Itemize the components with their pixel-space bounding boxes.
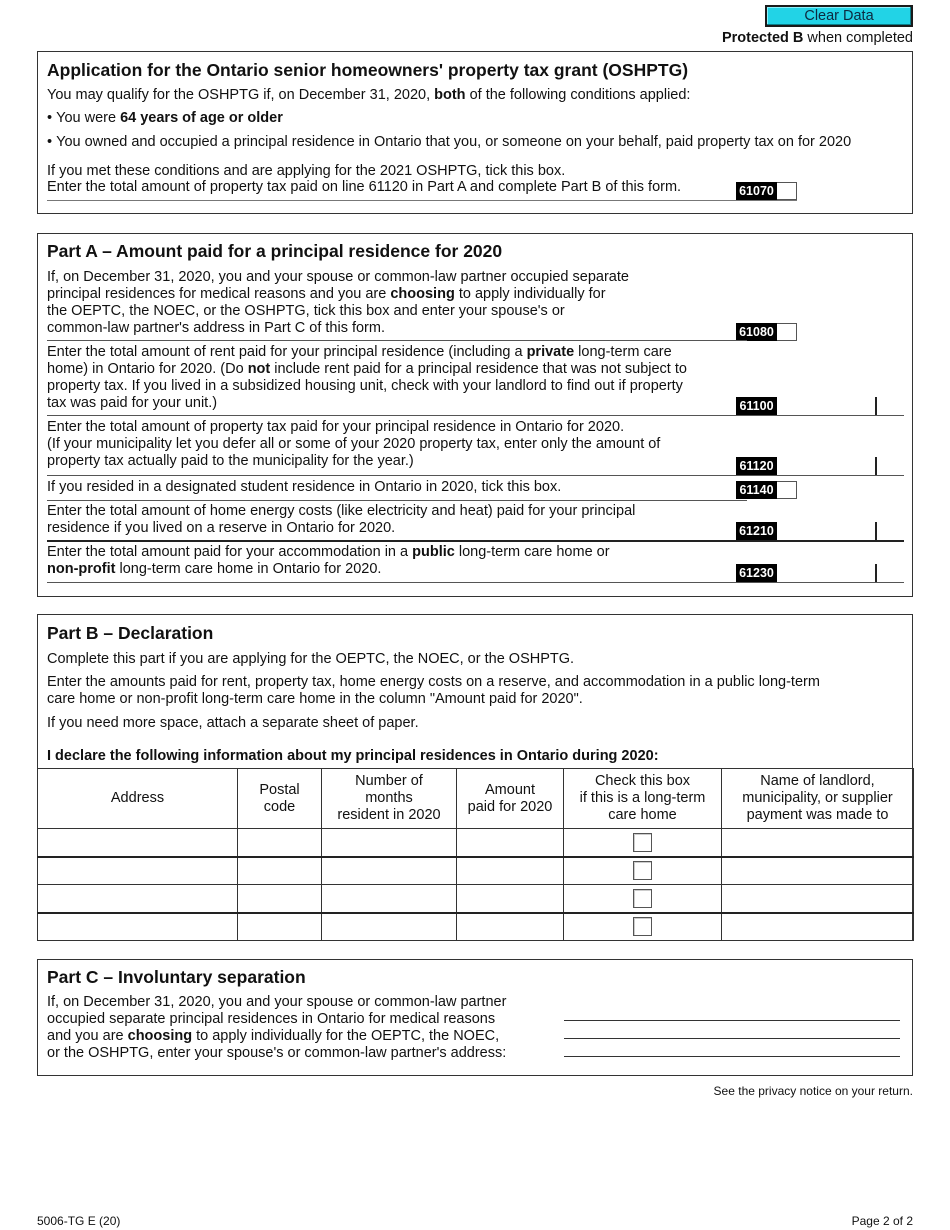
protected-b-rest: when completed xyxy=(803,30,913,46)
part-b-declare: I declare the following information about my principal residences in Ontario during 2020: xyxy=(47,748,659,764)
text-line xyxy=(47,544,610,561)
months-input[interactable] xyxy=(322,885,457,913)
part-b-p3: If you need more space, attach a separate sheet of paper. xyxy=(47,715,419,731)
intro-text-post: of the following conditions applied: xyxy=(465,87,691,103)
header-line: Amount xyxy=(485,781,535,798)
intro-bold: both xyxy=(434,87,466,103)
text-span: principal residences for medical reasons and you are xyxy=(47,286,391,302)
divider xyxy=(47,340,747,341)
part-a-61100-text xyxy=(47,344,687,412)
text-span: include rent paid for a principal residence that was not subject to xyxy=(270,361,687,377)
oshptg-title: Application for the Ontario senior homeowners' property tax grant (OSHPTG) xyxy=(47,60,689,80)
amount-input[interactable] xyxy=(457,857,564,885)
header-line: if this is a long-term xyxy=(579,790,706,806)
text-line xyxy=(47,561,610,578)
text-bold: not xyxy=(247,361,271,377)
text-span: long-term care home in Ontario for 2020. xyxy=(115,561,382,577)
text-bold: choosing xyxy=(390,286,455,302)
ltc-cell xyxy=(564,885,722,913)
residences-table xyxy=(37,768,914,941)
col-postal-code xyxy=(238,769,322,829)
divider xyxy=(47,540,904,542)
text-span: long-term care xyxy=(574,344,672,360)
ltc-checkbox[interactable] xyxy=(633,861,652,880)
payee-input[interactable] xyxy=(722,913,914,941)
text-line xyxy=(47,286,629,303)
text-span: and you are xyxy=(47,1028,128,1044)
protected-b-bold: Protected B xyxy=(721,30,804,46)
amount-field-61210[interactable] xyxy=(875,522,877,540)
part-a-61230-text xyxy=(47,544,610,578)
oshptg-line1: If you met these conditions and are applying for the 2021 OSHPTG, tick this box. xyxy=(47,163,566,179)
header-line: payment was made to xyxy=(746,807,889,823)
oshptg-intro xyxy=(47,87,690,104)
bullet-text: You were xyxy=(56,110,121,126)
spouse-address-line-3[interactable] xyxy=(564,1056,900,1057)
table-header-row xyxy=(38,769,914,829)
text-bold: choosing xyxy=(127,1028,193,1044)
text-line: or the OSHPTG, enter your spouse's or common-law partner's address: xyxy=(47,1045,507,1061)
amount-field-61230[interactable] xyxy=(875,564,877,582)
header-line: paid for 2020 xyxy=(467,798,553,815)
header-line: municipality, or supplier xyxy=(742,790,893,806)
part-a-61140-text: If you resided in a designated student residence in Ontario in 2020, tick this box. xyxy=(47,479,562,495)
amount-field-61120[interactable] xyxy=(875,457,877,475)
header-line: Check this box xyxy=(594,773,691,789)
header-line: Name of landlord, xyxy=(760,773,875,789)
privacy-notice: See the privacy notice on your return. xyxy=(713,1084,913,1098)
ltc-checkbox[interactable] xyxy=(633,917,652,936)
months-input[interactable] xyxy=(322,913,457,941)
text-line: property tax actually paid to the municipality for the year.) xyxy=(47,453,414,469)
postal-code-input[interactable] xyxy=(238,913,322,941)
text-line xyxy=(47,1028,506,1045)
text-line: tax was paid for your unit.) xyxy=(47,395,218,411)
part-b-p2 xyxy=(47,674,820,708)
payee-input[interactable] xyxy=(722,857,914,885)
amount-input[interactable] xyxy=(457,885,564,913)
amount-input[interactable] xyxy=(457,913,564,941)
text-line xyxy=(47,344,687,361)
clear-data-button[interactable]: Clear Data xyxy=(765,5,913,27)
text-bold: public xyxy=(412,544,455,560)
col-ltc-check xyxy=(564,769,722,829)
text-line: Enter the amounts paid for rent, property tax, home energy costs on a reserve, and accommodation in a public long-term xyxy=(47,674,820,690)
header-line: resident in 2020 xyxy=(337,807,441,823)
part-a-61080-text xyxy=(47,269,629,337)
text-line: (If your municipality let you defer all or some of your 2020 property tax, enter only the amount of xyxy=(47,436,661,452)
ltc-cell xyxy=(564,857,722,885)
text-span: home) in Ontario for 2020. (Do xyxy=(47,361,248,377)
spouse-address-line-2[interactable] xyxy=(564,1038,900,1039)
part-b-section xyxy=(37,614,913,941)
line-code-61080: 61080 xyxy=(736,323,777,341)
text-line: Enter the total amount of property tax paid for your principal residence in Ontario for 2020. xyxy=(47,419,625,435)
bullet-icon: • xyxy=(47,110,57,126)
header-line: Number of xyxy=(355,773,423,789)
postal-code-input[interactable] xyxy=(238,857,322,885)
table-row xyxy=(38,857,914,885)
text-span: to apply individually for xyxy=(454,286,606,302)
address-input[interactable] xyxy=(38,857,238,885)
col-payee xyxy=(722,769,914,829)
part-c-text xyxy=(47,994,506,1062)
part-a-title: Part A – Amount paid for a principal residence for 2020 xyxy=(47,241,503,261)
text-line: care home or non-profit long-term care home in the column "Amount paid for 2020". xyxy=(47,691,583,707)
oshptg-bullet-age xyxy=(47,110,283,127)
bullet-icon: • xyxy=(47,134,57,150)
text-span: to apply individually for the OEPTC, the NOEC, xyxy=(192,1028,500,1044)
text-line: Enter the total amount of home energy costs (like electricity and heat) paid for your principal xyxy=(47,503,636,519)
months-input[interactable] xyxy=(322,857,457,885)
checkbox-61140[interactable] xyxy=(777,481,797,499)
divider xyxy=(47,200,797,201)
ltc-cell xyxy=(564,913,722,941)
postal-code-input[interactable] xyxy=(238,885,322,913)
text-span: Enter the total amount of rent paid for your principal residence (including a xyxy=(47,344,527,360)
part-a-section xyxy=(37,233,913,597)
text-line: common-law partner's address in Part C of this form. xyxy=(47,320,385,336)
page-number: Page 2 of 2 xyxy=(851,1214,913,1228)
divider xyxy=(47,582,904,583)
address-input[interactable] xyxy=(38,913,238,941)
header-line: care home xyxy=(608,807,677,823)
address-input[interactable] xyxy=(38,829,238,857)
part-a-61120-text xyxy=(47,419,660,470)
line-code-61070: 61070 xyxy=(736,182,777,200)
address-input[interactable] xyxy=(38,885,238,913)
payee-input[interactable] xyxy=(722,885,914,913)
table-row xyxy=(38,885,914,913)
text-bold: non-profit xyxy=(47,561,116,577)
checkbox-61080[interactable] xyxy=(777,323,797,341)
divider xyxy=(47,475,904,476)
header-line: months xyxy=(365,790,413,806)
text-line: property tax. If you lived in a subsidized housing unit, check with your landlord to find out if property xyxy=(47,378,683,394)
oshptg-line2: Enter the total amount of property tax paid on line 61120 in Part A and complete Part B of this form. xyxy=(47,179,682,195)
part-a-61210-text xyxy=(47,503,635,537)
bullet-text: You owned and occupied a principal residence in Ontario that you, or someone on your behalf, paid property tax on for 2020 xyxy=(56,134,852,150)
col-months xyxy=(322,769,457,829)
header-line: code xyxy=(263,798,296,815)
text-line: occupied separate principal residences in Ontario for medical reasons xyxy=(47,1011,496,1027)
ltc-checkbox[interactable] xyxy=(633,833,652,852)
part-c-title: Part C – Involuntary separation xyxy=(47,967,306,987)
text-line: If, on December 31, 2020, you and your spouse or common-law partner occupied separate xyxy=(47,269,629,285)
ltc-cell xyxy=(564,829,722,857)
ltc-checkbox[interactable] xyxy=(633,889,652,908)
text-line: residence if you lived on a reserve in Ontario for 2020. xyxy=(47,520,396,536)
part-b-p1: Complete this part if you are applying for the OEPTC, the NOEC, or the OSHPTG. xyxy=(47,651,575,667)
oshptg-checkbox-61070[interactable] xyxy=(777,182,797,200)
header-line: Postal xyxy=(259,781,300,798)
divider xyxy=(47,415,904,416)
table-row xyxy=(38,913,914,941)
text-line: If, on December 31, 2020, you and your spouse or common-law partner xyxy=(47,994,507,1010)
line-code-61230: 61230 xyxy=(736,564,777,582)
text-bold: private xyxy=(526,344,575,360)
part-b-title: Part B – Declaration xyxy=(47,623,214,643)
form-code: 5006-TG E (20) xyxy=(37,1214,121,1228)
line-code-61210: 61210 xyxy=(736,522,777,540)
text-span: Enter the total amount paid for your accommodation in a xyxy=(47,544,413,560)
oshptg-bullet-owned xyxy=(47,134,851,151)
header-line: Address xyxy=(110,790,165,806)
line-code-61100: 61100 xyxy=(736,397,777,415)
part-c-section xyxy=(37,959,913,1076)
oshptg-section xyxy=(37,51,913,214)
months-input[interactable] xyxy=(322,829,457,857)
line-code-61120: 61120 xyxy=(736,457,777,475)
text-line: the OEPTC, the NOEC, or the OSHPTG, tick this box and enter your spouse's or xyxy=(47,303,565,319)
payee-input[interactable] xyxy=(722,829,914,857)
bullet-bold: 64 years of age or older xyxy=(120,110,283,126)
amount-input[interactable] xyxy=(457,829,564,857)
protected-b-label xyxy=(722,30,913,47)
col-address xyxy=(38,769,238,829)
divider xyxy=(47,500,747,501)
postal-code-input[interactable] xyxy=(238,829,322,857)
amount-field-61100[interactable] xyxy=(875,397,877,415)
line-code-61140: 61140 xyxy=(736,481,777,499)
intro-text: You may qualify for the OSHPTG if, on December 31, 2020, xyxy=(47,87,435,103)
text-line xyxy=(47,361,687,378)
col-amount xyxy=(457,769,564,829)
table-row xyxy=(38,829,914,857)
spouse-address-line-1[interactable] xyxy=(564,1020,900,1021)
text-span: long-term care home or xyxy=(454,544,610,560)
